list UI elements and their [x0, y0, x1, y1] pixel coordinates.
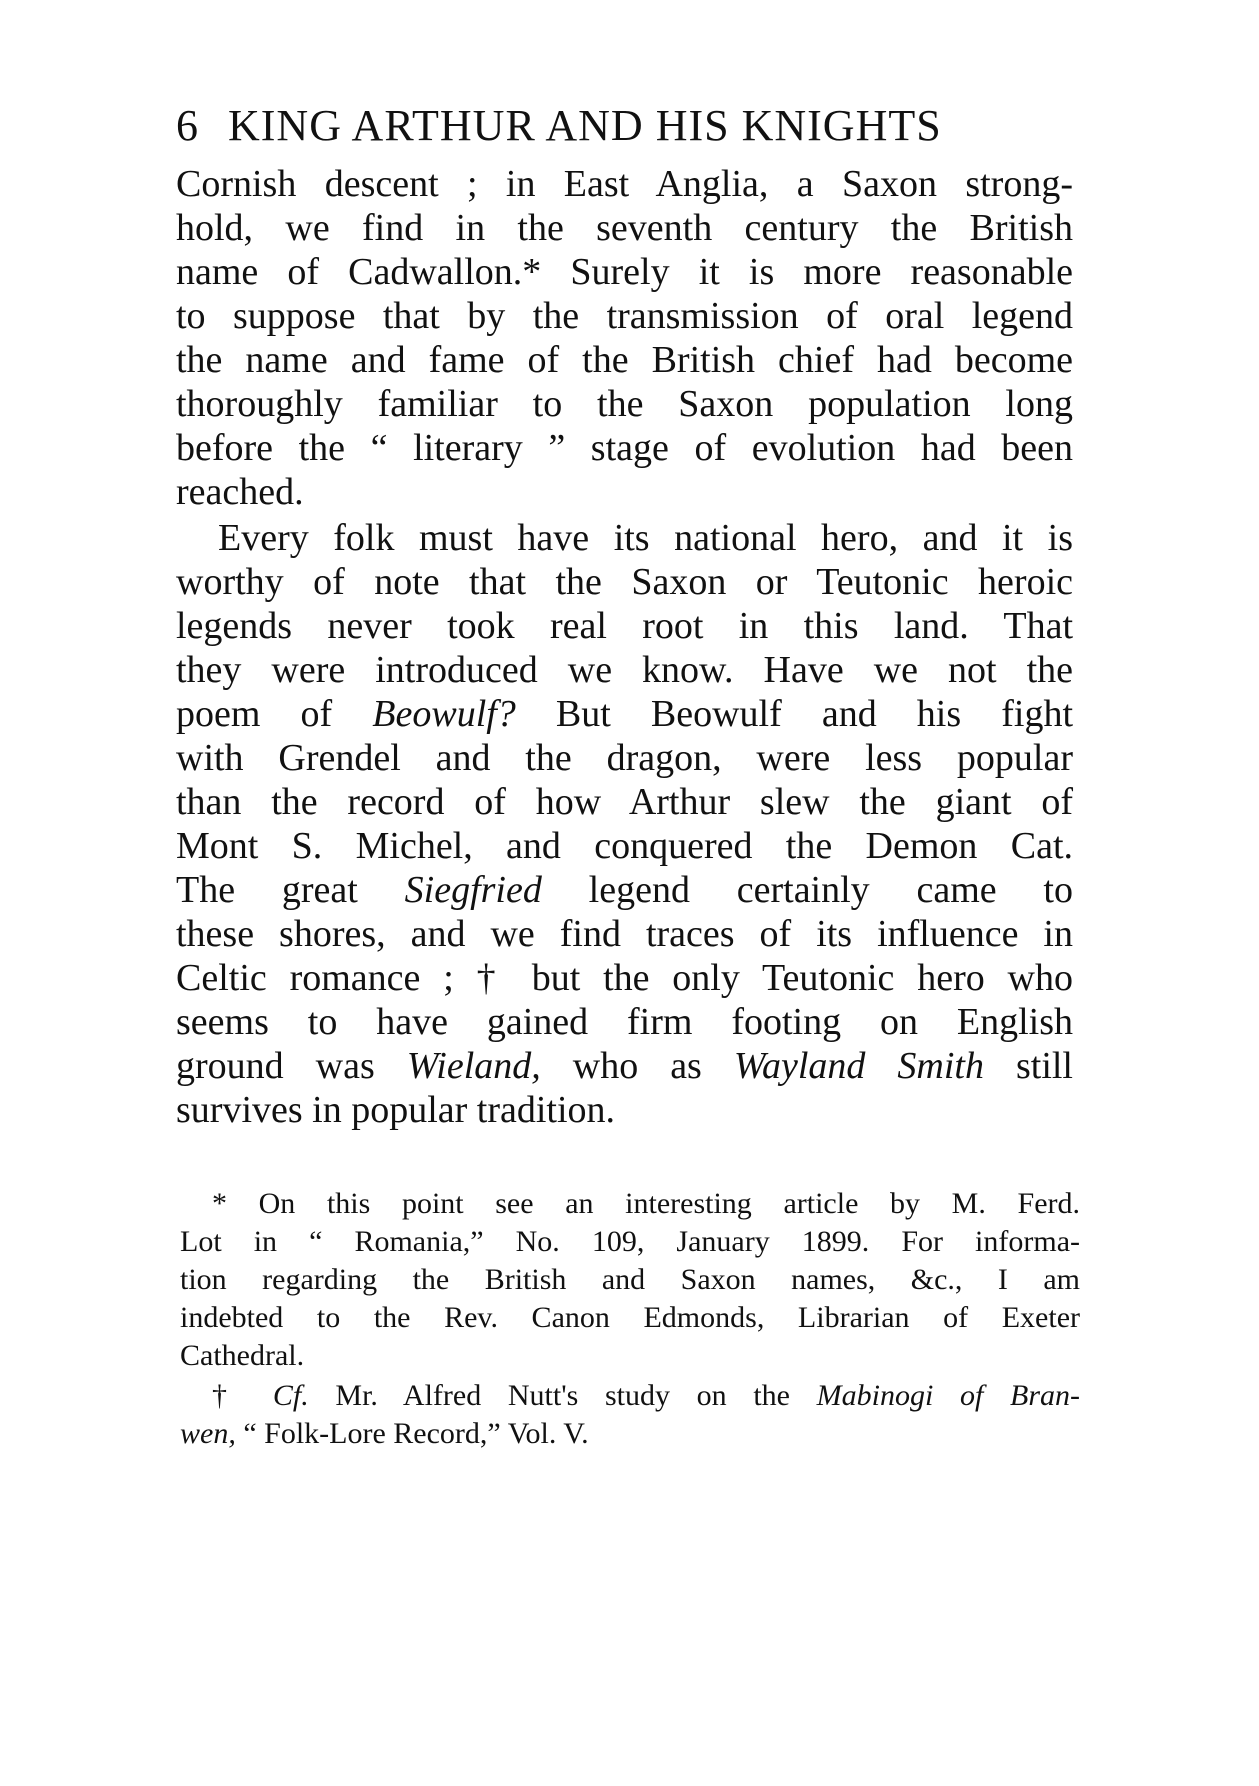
- footnote-line: Lot in “ Romania,” No. 109, January 1899. For informa-: [180, 1225, 1080, 1258]
- body-line: with Grendel and the dragon, were less popular: [176, 737, 1073, 779]
- footnote-line: * On this point see an interesting article by M. Ferd.: [212, 1187, 1080, 1220]
- body-line: these shores, and we find traces of its influence in: [176, 913, 1073, 955]
- body-line: Mont S. Michel, and conquered the Demon Cat.: [176, 825, 1073, 867]
- body-line: they were introduced we know. Have we not the: [176, 649, 1073, 691]
- body-line: poem of Beowulf? But Beowulf and his fight: [176, 693, 1073, 735]
- page-number: 6: [176, 101, 199, 150]
- body-line: seems to have gained firm footing on English: [176, 1001, 1073, 1043]
- body-line: reached.: [176, 471, 304, 513]
- body-line: ground was Wieland, who as Wayland Smith still: [176, 1045, 1073, 1087]
- body-line: Every folk must have its national hero, and it is: [218, 517, 1073, 559]
- body-line: The great Siegfried legend certainly came to: [176, 869, 1073, 911]
- body-line: the name and fame of the British chief had become: [176, 339, 1073, 381]
- body-line: before the “ literary ” stage of evolution had been: [176, 427, 1073, 469]
- footnote-line: Cathedral.: [180, 1339, 305, 1372]
- running-title: KING ARTHUR AND HIS KNIGHTS: [228, 101, 942, 150]
- running-head: [176, 96, 1076, 156]
- body-line: than the record of how Arthur slew the giant of: [176, 781, 1073, 823]
- body-line: to suppose that by the transmission of oral legend: [176, 295, 1073, 337]
- footnote-line: tion regarding the British and Saxon names, &c., I am: [180, 1263, 1080, 1296]
- body-line: survives in popular tradition.: [176, 1089, 616, 1131]
- body-line: legends never took real root in this land. That: [176, 605, 1073, 647]
- body-line: name of Cadwallon.* Surely it is more reasonable: [176, 251, 1073, 293]
- footnote-line: indebted to the Rev. Canon Edmonds, Librarian of Exeter: [180, 1301, 1080, 1334]
- body-line: hold, we find in the seventh century the British: [176, 207, 1073, 249]
- body-line: Celtic romance ; † but the only Teutonic hero who: [176, 957, 1073, 999]
- body-line: Cornish descent ; in East Anglia, a Saxon strong-: [176, 163, 1073, 205]
- body-line: thoroughly familiar to the Saxon population long: [176, 383, 1073, 425]
- footnote-line: † Cf. Mr. Alfred Nutt's study on the Mabinogi of Bran-: [212, 1379, 1081, 1412]
- body-line: worthy of note that the Saxon or Teutonic heroic: [176, 561, 1073, 603]
- footnote-line: wen, “ Folk-Lore Record,” Vol. V.: [180, 1417, 589, 1450]
